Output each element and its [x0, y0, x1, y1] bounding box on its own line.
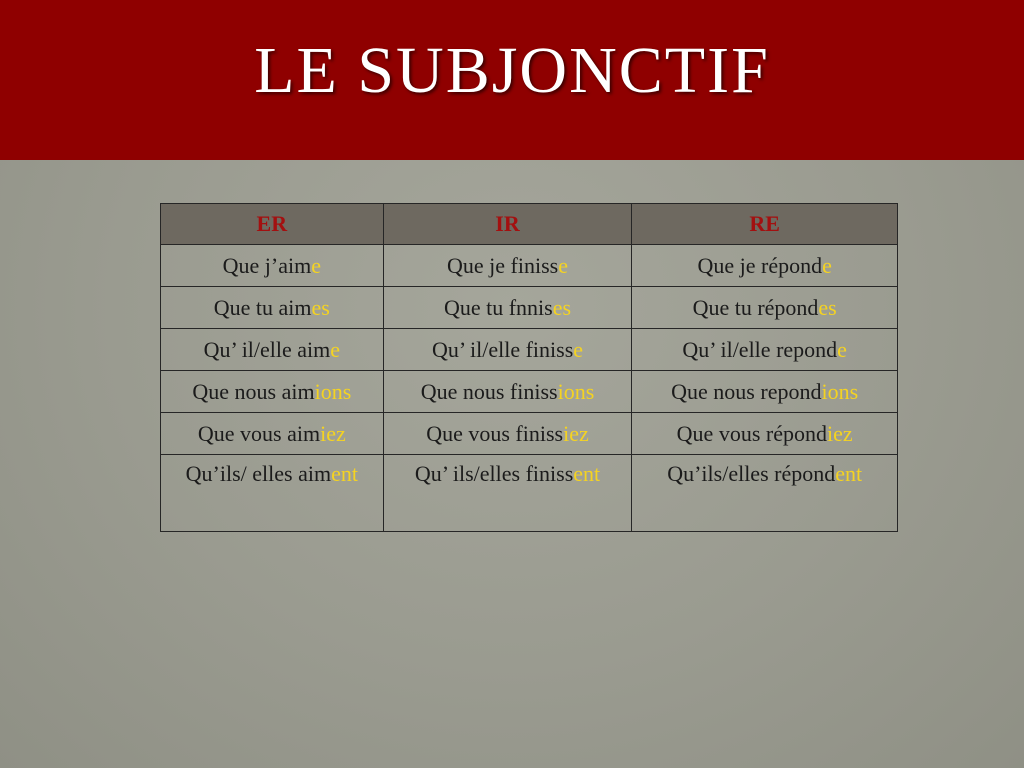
table-cell	[632, 413, 898, 455]
table-cell	[383, 413, 632, 455]
table-cell	[383, 287, 632, 329]
verb-stem: Qu’ ils/elles finiss	[414, 461, 574, 486]
header-er: ER	[161, 204, 384, 245]
table-cell	[632, 287, 898, 329]
verb-ending: ent	[573, 461, 601, 486]
verb-stem: Que tu répond	[692, 294, 819, 320]
header-ir: IR	[383, 204, 632, 245]
verb-stem: Que je finiss	[447, 252, 559, 278]
table-row	[161, 329, 898, 371]
verb-stem: Que vous finiss	[426, 420, 564, 446]
verb-ending: es	[818, 294, 837, 320]
verb-ending: e	[558, 252, 568, 278]
verb-ending: iez	[826, 420, 853, 446]
table-cell	[161, 329, 384, 371]
verb-stem: Qu’ il/elle repond	[682, 336, 838, 362]
verb-stem: Que tu fnnis	[443, 294, 553, 320]
verb-ending: ions	[821, 378, 859, 404]
table-header-row	[161, 204, 898, 245]
verb-ending: es	[552, 294, 572, 320]
verb-stem: Que j’aim	[222, 252, 312, 278]
verb-stem: Que vous répond	[676, 420, 827, 446]
table-row	[161, 245, 898, 287]
table-cell	[632, 245, 898, 287]
verb-stem: Que vous aim	[197, 420, 321, 446]
verb-ending: e	[311, 252, 322, 278]
verb-stem: Que nous finiss	[420, 378, 558, 404]
verb-ending: e	[330, 336, 341, 362]
verb-stem: Que nous aim	[192, 378, 315, 404]
verb-ending: ent	[331, 461, 358, 486]
table-cell	[161, 455, 384, 532]
table-row	[161, 413, 898, 455]
slide-title: LE SUBJONCTIF	[254, 34, 770, 107]
verb-ending: ent	[835, 461, 863, 486]
verb-ending: iez	[563, 420, 589, 446]
verb-ending: e	[573, 336, 584, 362]
table-cell	[383, 455, 632, 532]
verb-stem: Qu’ il/elle finiss	[431, 336, 574, 362]
verb-stem: Qu’ils/elles répond	[667, 461, 836, 486]
table-cell	[161, 287, 384, 329]
verb-stem: Qu’ il/elle aim	[203, 336, 331, 362]
conjugation-table	[160, 203, 898, 532]
verb-ending: iez	[320, 420, 346, 446]
table-cell	[632, 455, 898, 532]
table-cell	[161, 245, 384, 287]
table-row	[161, 455, 898, 532]
table-row	[161, 287, 898, 329]
verb-stem: Qu’ils/ elles aim	[185, 461, 332, 486]
table-cell	[161, 371, 384, 413]
verb-ending: es	[311, 294, 330, 320]
verb-ending: ions	[314, 378, 352, 404]
table-cell	[161, 413, 384, 455]
verb-ending: e	[837, 336, 847, 362]
verb-stem: Que tu aim	[213, 294, 312, 320]
verb-ending: e	[822, 252, 832, 278]
table-cell	[632, 329, 898, 371]
verb-stem: Que je répond	[697, 252, 823, 278]
table-cell	[383, 329, 632, 371]
table-cell	[632, 371, 898, 413]
table-row	[161, 371, 898, 413]
verb-ending: ions	[557, 378, 595, 404]
verb-stem: Que nous repond	[671, 378, 822, 404]
table-cell	[383, 371, 632, 413]
table-cell	[383, 245, 632, 287]
header-re: RE	[632, 204, 898, 245]
